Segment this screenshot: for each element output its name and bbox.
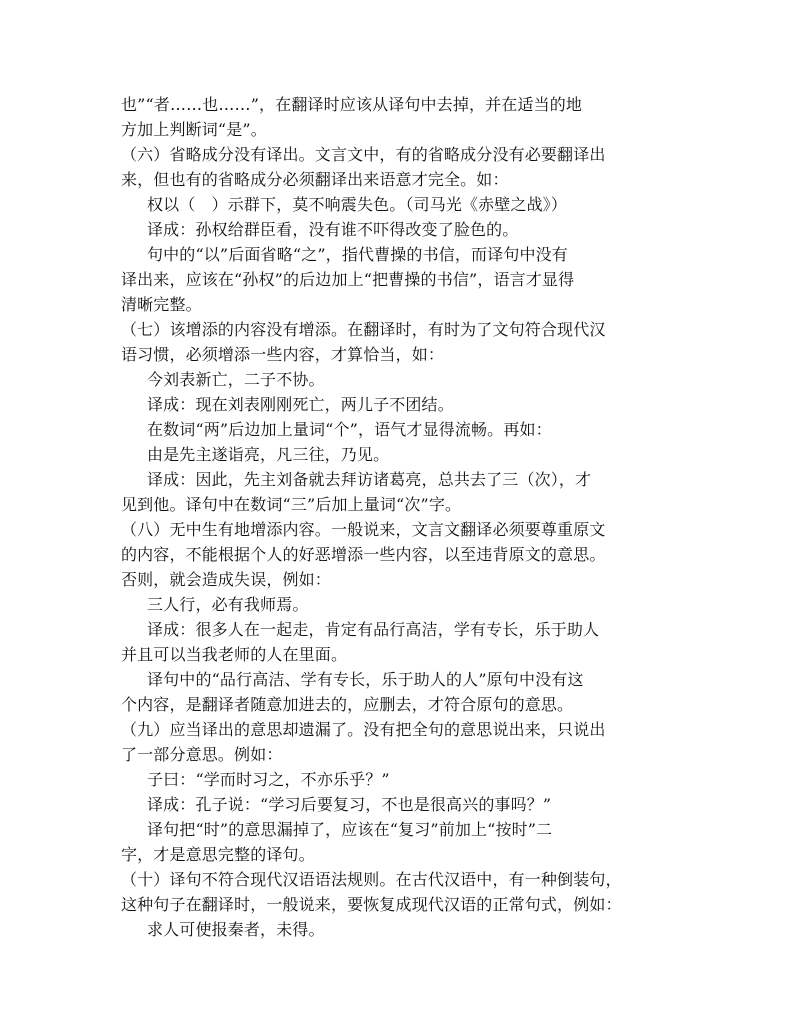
text-line: 在数词“两”后边加上量词“个”，语气才显得流畅。再如： xyxy=(147,420,552,439)
text-line: （六）省略成分没有译出。文言文中，有的省略成分没有必要翻译出 xyxy=(121,145,606,164)
text-line: 子曰：“学而时习之，不亦乐乎？” xyxy=(147,770,390,789)
text-line: 译出来，应该在“孙权”的后边加上“把曹操的书信”，语言才显得 xyxy=(121,270,575,289)
text-line: 见到他。译句中在数词“三”后加上量词“次”字。 xyxy=(121,495,462,514)
text-line: 译成：很多人在一起走，肯定有品行高洁，学有专长，乐于助人 xyxy=(147,620,600,639)
text-line: （七）该增添的内容没有增添。在翻译时，有时为了文句符合现代汉 xyxy=(121,320,606,339)
text-line: 句中的“以”后面省略“之”，指代曹操的书信，而译句中没有 xyxy=(147,245,568,264)
text-line: 求人可使报秦者，未得。 xyxy=(147,920,325,939)
text-line: 也”“者……也……”，在翻译时应该从译句中去掉，并在适当的地 xyxy=(121,95,583,114)
text-line: 今刘表新亡，二子不协。 xyxy=(147,370,325,389)
text-line: 方加上判断词“是”。 xyxy=(121,120,267,139)
text-line: （九）应当译出的意思却遗漏了。没有把全句的意思说出来，只说出 xyxy=(121,720,606,739)
text-line: 权以（ ）示群下，莫不响震失色。（司马光《赤壁之战》） xyxy=(147,195,568,214)
text-line: 了一部分意思。例如： xyxy=(121,745,283,764)
text-line: （八）无中生有地增添内容。一般说来，文言文翻译必须要尊重原文 xyxy=(121,520,606,539)
text-line: 译成：现在刘表刚刚死亡，两儿子不团结。 xyxy=(147,395,454,414)
text-line: 这种句子在翻译时，一般说来，要恢复成现代汉语的正常句式，例如： xyxy=(121,895,622,914)
text-line: 译成：因此，先主刘备就去拜访诸葛亮，总共去了三（次），才 xyxy=(147,470,592,489)
text-line: 否则，就会造成失误，例如： xyxy=(121,570,331,589)
text-line: 个内容，是翻译者随意加进去的，应删去，才符合原句的意思。 xyxy=(121,695,574,714)
text-line: 字，才是意思完整的译句。 xyxy=(121,845,315,864)
text-line: 译成：孔子说：“学习后要复习，不也是很高兴的事吗？” xyxy=(147,795,552,814)
text-line: 译句中的“品行高洁、学有专长，乐于助人的人”原句中没有这 xyxy=(147,670,584,689)
text-line: 译成：孙权给群臣看，没有谁不吓得改变了脸色的。 xyxy=(147,220,519,239)
text-line: 由是先主遂诣亮，凡三往，乃见。 xyxy=(147,445,390,464)
text-line: 并且可以当我老师的人在里面。 xyxy=(121,645,348,664)
text-line: 清晰完整。 xyxy=(121,295,202,314)
text-line: （十）译句不符合现代汉语语法规则。在古代汉语中，有一种倒装句， xyxy=(121,870,622,889)
text-line: 语习惯，必须增添一些内容，才算恰当，如： xyxy=(121,345,445,364)
text-line: 来，但也有的省略成分必须翻译出来语意才完全。如： xyxy=(121,170,509,189)
text-line: 的内容，不能根据个人的好恶增添一些内容，以至违背原文的意思。 xyxy=(121,545,606,564)
text-line: 译句把“时”的意思漏掉了，应该在“复习”前加上“按时”二 xyxy=(147,820,553,839)
document-body xyxy=(121,92,681,942)
text-line: 三人行，必有我师焉。 xyxy=(147,595,309,614)
